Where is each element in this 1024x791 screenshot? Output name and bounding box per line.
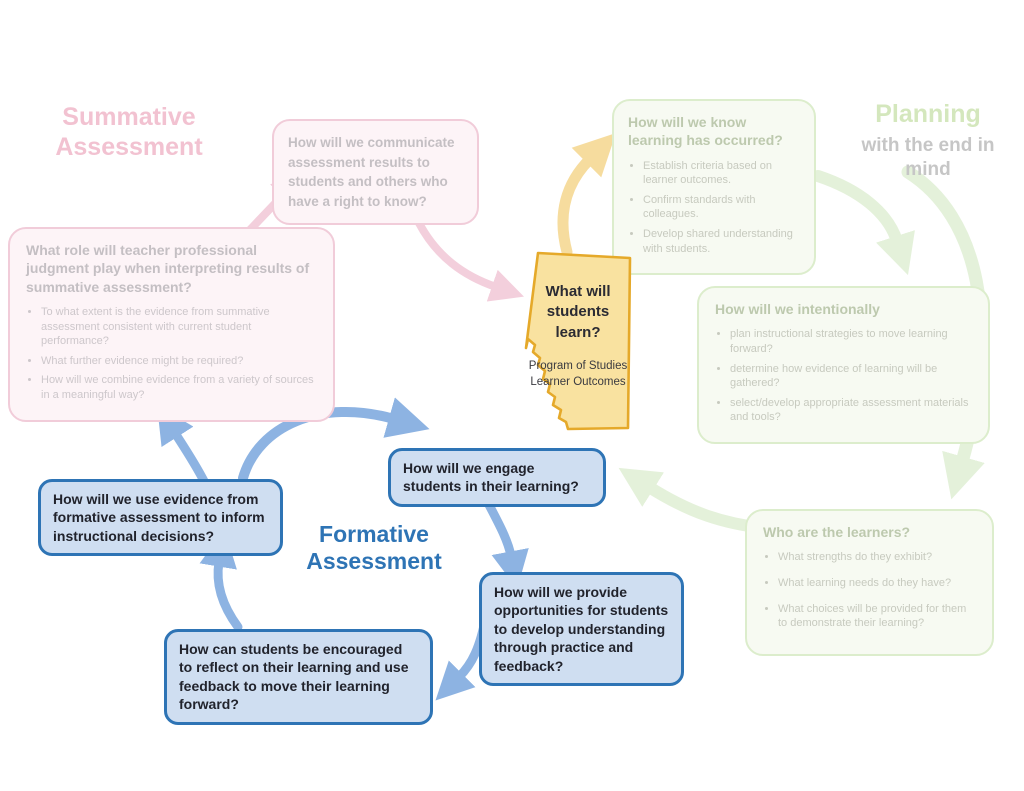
- formative-assessment-title: Formative Assessment: [306, 521, 442, 575]
- know-learning-box: [612, 99, 816, 275]
- alberta-label-block: [528, 282, 628, 390]
- green-arrow-know-to-intentionally: [818, 176, 897, 241]
- blue-arrow-encouraged-to-evidence: [218, 562, 238, 627]
- know-learning-heading: How will we know learning has occurred?: [628, 114, 783, 149]
- teacher-judgment-bullets: [26, 305, 317, 402]
- learners-box: [745, 509, 994, 656]
- students-encouraged-text: How can students be encouraged to reflect on their learning and use feedback to move their learning forward?: [179, 641, 409, 713]
- students-encouraged-box: [164, 629, 433, 725]
- provide-opportunities-text: How will we provide opportunities for students to develop understanding through practice and feedback?: [494, 584, 669, 674]
- bullet-item: • Develop shared understanding with students.: [643, 227, 800, 256]
- blue-arrow-evidence-up: [175, 433, 205, 483]
- bullet-item: • What strengths do they exhibit?: [778, 550, 976, 565]
- teacher-judgment-heading: What role will teacher professional judgment play when interpreting results of summative assessment?: [26, 242, 310, 295]
- learners-heading: Who are the learners?: [763, 524, 911, 540]
- bullet-item: • determine how evidence of learning will be gathered?: [730, 362, 972, 391]
- planning-subtitle: with the end in mind: [861, 134, 995, 181]
- bullet-item: • Establish criteria based on learner outcomes.: [643, 159, 800, 188]
- alberta-subtext: Program of Studies Learner Outcomes: [528, 359, 628, 388]
- bullet-item: • Confirm standards with colleagues.: [643, 193, 800, 222]
- communicate-results-box: [272, 119, 479, 225]
- bullet-item: • To what extent is the evidence from summative assessment consistent with current student performance?: [41, 305, 317, 349]
- summative-assessment-title: Summative Assessment: [55, 103, 203, 161]
- planning-title-block: [840, 100, 1016, 183]
- intentionally-box: [697, 286, 990, 444]
- bullet-item: • plan instructional strategies to move learning forward?: [730, 327, 972, 356]
- blue-arrow-evidence-to-engage: [243, 412, 394, 478]
- yellow-arrow-alberta-to-know: [563, 159, 590, 252]
- bullet-item: • What further evidence might be required?: [41, 354, 317, 369]
- intentionally-bullets: [715, 327, 972, 424]
- communicate-results-text: How will we communicate assessment results to students and others who have a right to know?: [288, 135, 455, 209]
- planning-title: Planning: [875, 100, 981, 128]
- bullet-item: • What learning needs do they have?: [778, 576, 976, 591]
- blue-arrow-engage-to-provide: [487, 501, 511, 556]
- teacher-judgment-box: [8, 227, 335, 422]
- bullet-item: • How will we combine evidence from a variety of sources in a meaningful way?: [41, 373, 317, 402]
- bullet-item: • select/develop appropriate assessment materials and tools?: [730, 396, 972, 425]
- engage-students-box: [388, 448, 606, 507]
- use-evidence-text: How will we use evidence from formative assessment to inform instructional decisions?: [53, 491, 265, 544]
- know-learning-bullets: [628, 159, 800, 256]
- pink-arrow-communicate-to-alberta: [419, 223, 496, 287]
- use-evidence-box: [38, 479, 283, 556]
- intentionally-heading: How will we intentionally: [715, 301, 880, 317]
- learners-bullets: [763, 550, 976, 630]
- provide-opportunities-box: [479, 572, 684, 686]
- alberta-heading: What will students learn?: [545, 283, 611, 341]
- bullet-item: • What choices will be provided for them to demonstrate their learning?: [778, 602, 976, 631]
- engage-students-text: How will we engage students in their learning?: [403, 460, 579, 495]
